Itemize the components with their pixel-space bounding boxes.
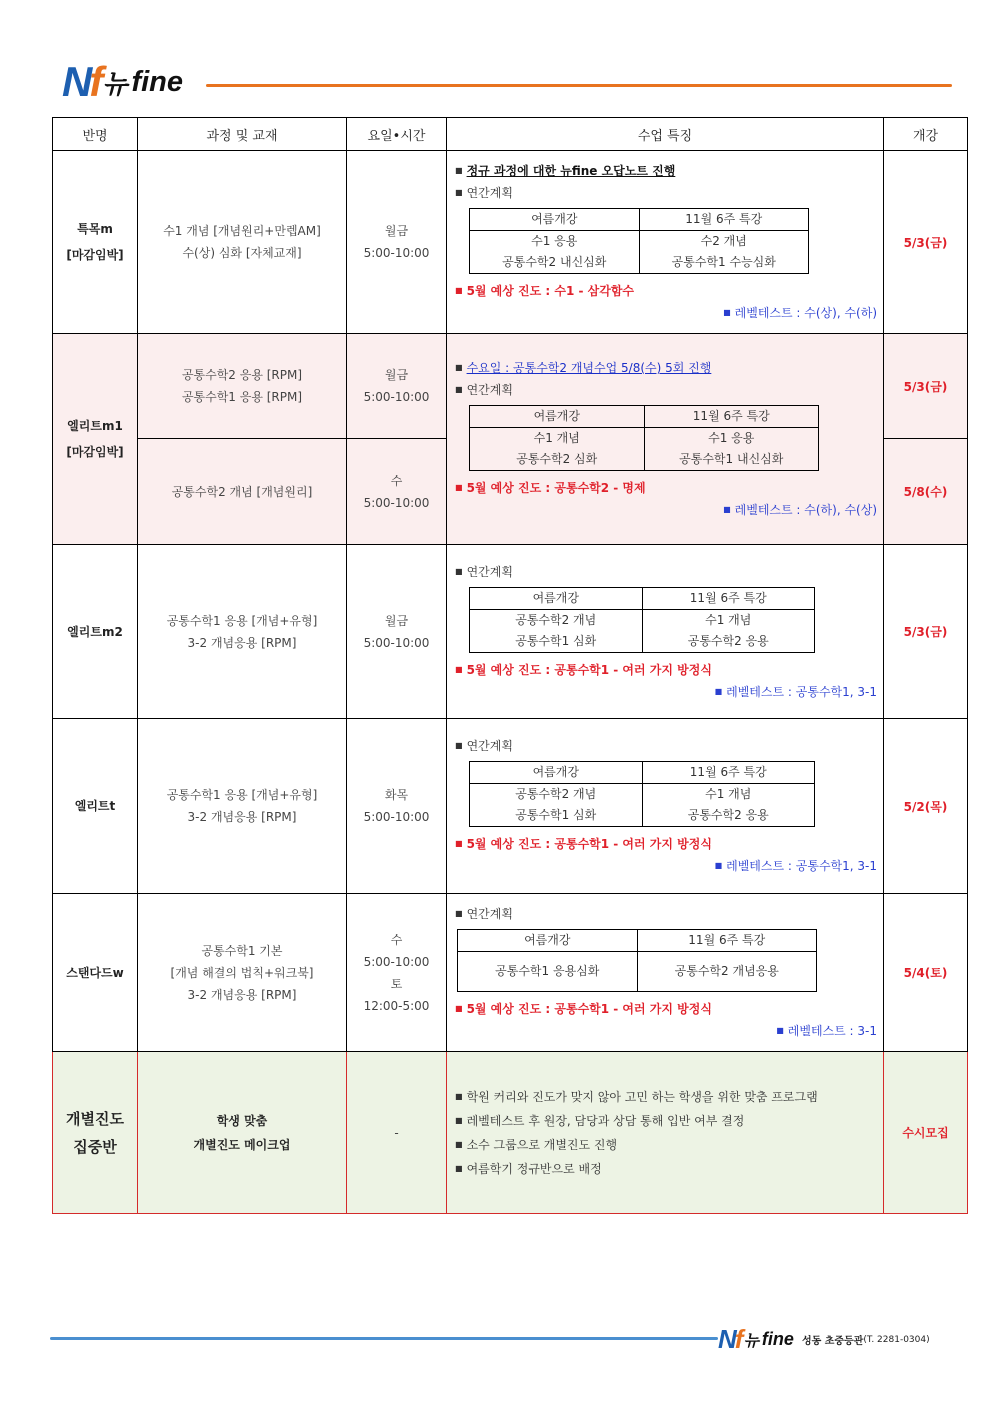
open-date: 5/3(금) xyxy=(884,334,968,439)
annual-plan-table xyxy=(469,405,819,471)
open-date: 5/3(금) xyxy=(884,151,968,334)
time-cell xyxy=(347,545,447,719)
plan-cell: 공통수학2 개념 xyxy=(515,612,597,627)
header-rule xyxy=(206,84,952,87)
logo-name-ko: 뉴 xyxy=(102,69,128,100)
time-text: 5:00-10:00 xyxy=(363,810,430,824)
plan-header-nov: 11월 6주 특강 xyxy=(637,930,817,952)
day-text: 토 xyxy=(390,976,403,991)
progress-text: 5월 예상 진도 : 공통수학1 - 여러 가지 방정식 xyxy=(466,1002,712,1016)
time-cell xyxy=(347,894,447,1052)
logo-mark-n: N xyxy=(62,58,90,105)
open-date: 5/2(목) xyxy=(884,719,968,894)
plan-cell: 공통수학2 심화 xyxy=(516,452,598,466)
logo-name-ko: 뉴 xyxy=(743,1331,759,1350)
bullet-icon: ■ xyxy=(455,839,463,848)
plan-header-summer: 여름개강 xyxy=(470,762,643,784)
day-text: 월금 xyxy=(384,613,409,628)
features-cell xyxy=(447,719,884,894)
plan-cell: 공통수학1 심화 xyxy=(515,808,597,822)
plan-cell: 공통수학1 내신심화 xyxy=(679,452,784,466)
plan-header-nov: 11월 6주 특강 xyxy=(644,406,819,428)
table-row xyxy=(53,894,968,1052)
day-text: 월금 xyxy=(384,224,409,238)
plan-cell: 수1 응용 xyxy=(531,234,578,248)
open-date: 5/3(금) xyxy=(884,545,968,719)
time-text: 5:00-10:00 xyxy=(363,954,430,969)
annual-plan-table xyxy=(469,208,809,274)
bullet-icon: ■ xyxy=(455,363,463,372)
class-name: 스탠다드w xyxy=(66,965,124,980)
plan-cell: 수1 개념 xyxy=(533,431,580,445)
footer-rule xyxy=(50,1337,718,1340)
course-line: 공통수학2 개념 [개념원리] xyxy=(171,484,313,499)
time-text: 5:00-10:00 xyxy=(363,246,430,260)
plan-cell: 공통수학1 심화 xyxy=(515,633,597,648)
course-line: 3-2 개념응용 [RPM] xyxy=(187,635,297,650)
day-text: 수 xyxy=(390,473,403,488)
class-name-cell xyxy=(53,545,138,719)
course-cell xyxy=(138,719,347,894)
course-line: 수(상) 심화 [자체교재] xyxy=(182,246,302,260)
header-open: 개강 xyxy=(884,118,968,151)
course-line: 공통수학2 응용 [RPM] xyxy=(181,368,303,382)
course-cell xyxy=(138,334,347,439)
course-line: 3-2 개념응용 [RPM] xyxy=(187,810,297,824)
bullet-icon: ■ xyxy=(455,385,463,394)
course-cell xyxy=(138,439,347,545)
plan-label: 연간계획 xyxy=(466,186,513,200)
bullet-icon: ■ xyxy=(455,1091,463,1101)
features-cell xyxy=(447,1052,884,1214)
plan-cell: 공통수학2 개념 xyxy=(515,787,597,801)
class-name: 집중반 xyxy=(73,1137,117,1156)
header-time: 요일•시간 xyxy=(347,118,447,151)
table-row xyxy=(53,151,968,334)
branch-phone: (T. 2281-0304) xyxy=(863,1334,930,1345)
table-row xyxy=(53,545,968,719)
day-text: 수 xyxy=(390,932,403,947)
header-class: 반명 xyxy=(53,118,138,151)
open-date: 5/8(수) xyxy=(884,439,968,545)
features-cell xyxy=(447,151,884,334)
branch-name: 성동 초중등관 xyxy=(801,1336,864,1347)
annual-plan-table xyxy=(457,929,817,992)
course-line: [개념 해결의 법칙+워크북] xyxy=(170,965,314,980)
plan-header-summer: 여름개강 xyxy=(458,930,638,952)
table-header-row xyxy=(53,118,968,151)
logo-mark-n: N xyxy=(718,1324,735,1354)
bullet-icon: ■ xyxy=(455,566,463,576)
time-cell: - xyxy=(347,1052,447,1214)
bullet-icon: ■ xyxy=(723,308,731,317)
level-test-text: 레벨테스트 : 3-1 xyxy=(787,1024,877,1038)
table-row xyxy=(53,1052,968,1214)
course-cell xyxy=(138,894,347,1052)
time-cell xyxy=(347,439,447,545)
class-name-cell xyxy=(53,1052,138,1214)
course-line: 공통수학1 응용 [개념+유형] xyxy=(166,788,318,802)
course-line: 공통수학1 응용 [개념+유형] xyxy=(166,613,318,628)
class-name-cell xyxy=(53,719,138,894)
features-cell xyxy=(447,545,884,719)
bullet-icon: ■ xyxy=(455,188,463,197)
time-text: 5:00-10:00 xyxy=(363,635,430,650)
logo-mark xyxy=(62,58,100,106)
plan-header-summer: 여름개강 xyxy=(470,209,640,231)
plan-header-summer: 여름개강 xyxy=(470,406,645,428)
progress-text: 5월 예상 진도 : 공통수학1 - 여러 가지 방정식 xyxy=(466,662,712,677)
time-text: 5:00-10:00 xyxy=(363,495,430,510)
bullet-icon: ■ xyxy=(455,1004,463,1013)
level-test-text: 레벨테스트 : 수(상), 수(하) xyxy=(734,306,877,320)
class-name-cell xyxy=(53,151,138,334)
course-line: 공통수학1 응용 [RPM] xyxy=(181,390,303,404)
table-row xyxy=(53,334,968,439)
logo-mark xyxy=(718,1324,741,1355)
time-text: 5:00-10:00 xyxy=(363,390,430,404)
time-cell xyxy=(347,334,447,439)
plan-label: 연간계획 xyxy=(466,564,513,579)
day-text: 화목 xyxy=(384,788,409,802)
bullet-icon: ■ xyxy=(455,483,463,492)
table-row xyxy=(53,719,968,894)
feature-note: 정규 과정에 대한 뉴fine 오답노트 진행 xyxy=(466,164,676,178)
feature-line: 소수 그룹으로 개별진도 진행 xyxy=(466,1137,618,1152)
feature-line: 여름학기 정규반으로 배정 xyxy=(466,1161,602,1176)
plan-cell: 수2 개념 xyxy=(700,234,747,248)
bullet-icon: ■ xyxy=(714,686,723,696)
progress-text: 5월 예상 진도 : 공통수학1 - 여러 가지 방정식 xyxy=(466,837,712,851)
level-test-text: 레벨테스트 : 공통수학1, 3-1 xyxy=(726,684,877,699)
logo-name-en: fine xyxy=(761,1329,794,1349)
features-cell xyxy=(447,334,884,545)
bullet-icon: ■ xyxy=(455,286,463,295)
plan-header-nov: 11월 6주 특강 xyxy=(642,587,815,609)
header-features: 수업 특징 xyxy=(447,118,884,151)
course-cell xyxy=(138,1052,347,1214)
logo-mark-f: f xyxy=(734,1324,742,1354)
bullet-icon: ■ xyxy=(455,664,463,674)
plan-cell: 공통수학2 응용 xyxy=(687,633,769,648)
open-date: 5/4(토) xyxy=(884,894,968,1052)
class-name-cell xyxy=(53,894,138,1052)
level-test-text: 레벨테스트 : 수(하), 수(상) xyxy=(734,503,877,517)
plan-cell: 수1 개념 xyxy=(705,787,752,801)
feature-line: 학원 커리와 진도가 맞지 않아 고민 하는 학생을 위한 맞춤 프로그램 xyxy=(466,1089,818,1104)
bullet-icon: ■ xyxy=(455,1115,463,1125)
class-name: 특목m xyxy=(77,222,113,236)
brand-logo xyxy=(62,58,183,106)
progress-text: 5월 예상 진도 : 수1 - 삼각함수 xyxy=(466,284,635,298)
class-name: 엘리트t xyxy=(74,799,116,813)
bullet-icon: ■ xyxy=(455,909,463,918)
feature-note: 수요일 : 공통수학2 개념수업 5/8(수) 5회 진행 xyxy=(466,361,712,375)
annual-plan-table xyxy=(469,587,815,653)
plan-cell: 공통수학1 수능심화 xyxy=(671,255,776,269)
course-cell xyxy=(138,151,347,334)
class-name: 엘리트m2 xyxy=(67,624,123,639)
annual-plan-table xyxy=(469,761,815,827)
plan-label: 연간계획 xyxy=(466,739,513,753)
progress-text: 5월 예상 진도 : 공통수학2 - 명제 xyxy=(466,481,646,495)
time-text: 12:00-5:00 xyxy=(363,998,430,1013)
plan-header-summer: 여름개강 xyxy=(470,587,643,609)
course-line: 공통수학1 기본 xyxy=(201,943,283,958)
plan-cell: 공통수학2 내신심화 xyxy=(502,255,607,269)
plan-cell: 수1 응용 xyxy=(708,431,755,445)
class-name-cell xyxy=(53,334,138,545)
plan-label: 연간계획 xyxy=(466,907,513,921)
bullet-icon: ■ xyxy=(723,505,731,514)
logo-mark-f: f xyxy=(89,58,101,105)
class-tag: [마감임박] xyxy=(66,248,124,262)
bullet-icon: ■ xyxy=(455,166,463,175)
bullet-icon: ■ xyxy=(455,1163,463,1173)
course-line: 수1 개념 [개념원리+만렙AM] xyxy=(163,224,321,238)
plan-cell: 공통수학2 응용 xyxy=(687,808,769,822)
feature-line: 레벨테스트 후 원장, 담당과 상담 통해 입반 여부 결정 xyxy=(466,1113,745,1128)
class-tag: [마감임박] xyxy=(66,445,124,459)
bullet-icon: ■ xyxy=(776,1026,784,1035)
logo-name-en: fine xyxy=(131,65,184,98)
bullet-icon: ■ xyxy=(714,861,723,870)
class-name: 개별진도 xyxy=(66,1109,124,1128)
features-cell xyxy=(447,894,884,1052)
open-date: 수시모집 xyxy=(884,1052,968,1214)
footer-logo xyxy=(718,1324,930,1355)
time-cell xyxy=(347,151,447,334)
class-schedule-table xyxy=(52,117,968,1214)
class-name: 엘리트m1 xyxy=(67,419,123,433)
plan-cell: 수1 개념 xyxy=(705,612,752,627)
bullet-icon: ■ xyxy=(455,741,463,750)
time-cell xyxy=(347,719,447,894)
course-cell xyxy=(138,545,347,719)
course-line: 학생 맞춤 xyxy=(216,1113,268,1128)
plan-cell: 공통수학1 응용심화 xyxy=(458,952,638,992)
plan-label: 연간계획 xyxy=(466,383,513,397)
day-text: 월금 xyxy=(384,368,409,382)
plan-header-nov: 11월 6주 특강 xyxy=(642,762,815,784)
course-line: 개별진도 메이크업 xyxy=(193,1137,291,1152)
course-line: 3-2 개념응용 [RPM] xyxy=(187,987,297,1002)
plan-header-nov: 11월 6주 특강 xyxy=(639,209,809,231)
header-course: 과정 및 교재 xyxy=(138,118,347,151)
level-test-text: 레벨테스트 : 공통수학1, 3-1 xyxy=(726,859,877,873)
plan-cell: 공통수학2 개념응용 xyxy=(637,952,817,992)
bullet-icon: ■ xyxy=(455,1139,463,1149)
